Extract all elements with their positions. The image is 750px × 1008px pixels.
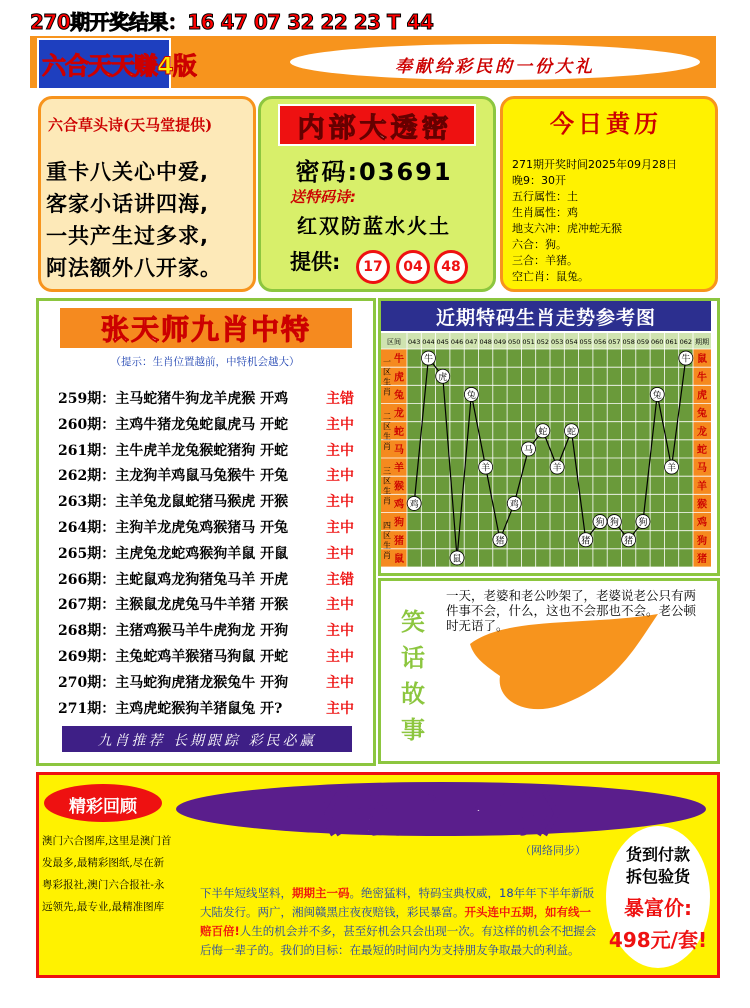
zone-label-char: 四	[383, 520, 391, 530]
draw-result-text: 270期开奖结果：16 47 07 32 22 23 T 44	[30, 10, 434, 34]
y-tick-label: 牛	[394, 354, 404, 366]
zodiac-row-text: 259期：主马蛇猪牛狗龙羊虎猴 开鸡	[58, 391, 289, 407]
almanac-line: 空亡肖：鼠兔。	[512, 270, 589, 283]
price-label: 暴富价:	[624, 896, 692, 920]
slogan-text: 奉献给彩民的一份大礼	[395, 57, 595, 77]
trend-title: 近期特码生肖走势参考图	[435, 307, 656, 329]
almanac-line: 生肖属性：鸡	[512, 206, 578, 219]
trend-right-header: 期期	[695, 338, 709, 346]
zodiac-row-result: 主中	[326, 597, 354, 614]
poem-line: 阿法额外八开家。	[46, 256, 222, 280]
price-value: 498元/套!	[608, 928, 708, 952]
x-tick-label: 049	[493, 338, 507, 346]
x-tick-label: 056	[593, 338, 607, 346]
trend-point-label: 牛	[681, 354, 691, 365]
zodiac-row-result: 主中	[326, 416, 354, 433]
zodiac-row-result: 主错	[326, 571, 354, 588]
almanac-line: 三合：羊猪。	[512, 254, 578, 267]
x-tick-label: 045	[436, 338, 449, 346]
right-tick-label: 马	[697, 463, 707, 475]
zodiac-row-result: 主中	[326, 545, 354, 562]
zodiac-row-result: 主中	[326, 468, 354, 485]
y-tick-label: 猴	[394, 481, 404, 493]
poem-line: 重卡八关心中爱,	[46, 160, 209, 184]
y-tick-label: 兔	[394, 390, 404, 402]
right-tick-label: 猪	[697, 553, 707, 565]
secret-words: 红双防蓝水火土	[297, 214, 451, 238]
x-tick-label: 047	[465, 338, 478, 346]
right-tick-label: 鼠	[697, 354, 707, 366]
zodiac-row-result: 主中	[326, 520, 354, 536]
trend-chart	[381, 333, 711, 567]
joke-side-title: 笑话故事	[401, 607, 425, 744]
zone-label-char: 肖	[383, 441, 391, 451]
trend-point-label: 狗	[609, 518, 619, 529]
qimen-body-part: 开头连中五期，如有线一赔百倍!	[200, 905, 591, 938]
joke-text: 一天，老婆和老公吵架了，老婆说老公只有两件事不会，什么，这也不会那也不会。老公顿时无语了。	[446, 588, 697, 633]
qimen-subtitle: （网络同步）	[520, 844, 586, 857]
poem-line: 一共产生过多求,	[46, 224, 209, 248]
x-tick-label: 054	[565, 338, 578, 346]
trend-corner-label: 区间	[387, 338, 401, 346]
number-ball: 17	[356, 250, 390, 284]
trend-point-label: 猪	[581, 536, 591, 547]
trend-point-label: 鼠	[452, 554, 462, 565]
almanac-title: 今日黄历	[550, 109, 662, 138]
zone-label-char: 区	[383, 476, 391, 486]
right-tick-label: 蛇	[697, 444, 707, 456]
qimen-body-part: 下半年短线坚料，	[200, 886, 292, 900]
number-ball: 04	[396, 250, 430, 284]
zodiac-row-result: 主中	[326, 674, 354, 691]
trend-point-label: 马	[524, 445, 534, 456]
zodiac-row-result: 主中	[326, 442, 354, 459]
secret-subtitle: 送特码诗:	[290, 188, 356, 206]
zone-label-char: 生	[383, 377, 391, 387]
qimen-body-part: 人生的机会并不多，甚至好机会只会出现一次。有这样的机会不把握会后悔一辈子的。我们的目标：在最短的时间内为支持朋友争取最大的利益。	[200, 924, 597, 957]
x-tick-label: 050	[508, 338, 521, 346]
y-tick-label: 蛇	[394, 426, 404, 438]
poem-title: 六合草头诗(天马堂提供)	[48, 116, 213, 134]
zodiac-row-text: 265期：主虎兔龙蛇鸡猴狗羊鼠 开鼠	[58, 545, 289, 562]
version-title: 六合天天赚4版	[42, 52, 196, 80]
provide-label: 提供:	[290, 250, 341, 274]
y-tick-label: 猪	[394, 535, 404, 547]
review-title: 精彩回顾	[69, 797, 137, 817]
zodiac-row-result: 主中	[326, 700, 354, 717]
x-tick-label: 051	[522, 338, 535, 346]
zone-label-char: 三	[383, 466, 391, 476]
zodiac-title: 张天师九肖中特	[100, 313, 311, 346]
x-tick-label: 053	[550, 338, 564, 346]
trend-point-label: 兔	[652, 390, 662, 401]
qimen-title: 《奇门一码》	[297, 790, 585, 841]
zodiac-row-result: 主中	[326, 623, 354, 640]
right-tick-label: 虎	[697, 390, 707, 402]
y-tick-label: 羊	[394, 463, 404, 475]
poem-line: 客家小话讲四海,	[46, 192, 209, 216]
trend-point-label: 猪	[495, 536, 505, 547]
zone-label-char: 一	[383, 357, 391, 367]
zodiac-row-text: 268期：主猪鸡猴马羊牛虎狗龙 开狗	[58, 623, 289, 640]
zodiac-row-text: 264期：主狗羊龙虎兔鸡猴猪马 开兔	[58, 520, 289, 536]
zodiac-row-text: 270期：主马蛇狗虎猪龙猴兔牛 开狗	[58, 674, 289, 691]
x-tick-label: 043	[407, 338, 421, 346]
zodiac-footer: 九肖推荐 长期跟踪 彩民必赢	[97, 733, 317, 749]
y-tick-label: 马	[394, 444, 404, 456]
zodiac-row-text: 267期：主猴鼠龙虎兔马牛羊猪 开猴	[58, 597, 289, 614]
trend-point-label: 蛇	[566, 427, 576, 438]
right-tick-label: 羊	[697, 481, 707, 493]
zone-label-char: 肖	[383, 496, 391, 506]
y-tick-label: 鼠	[394, 553, 404, 565]
zone-label-char: 肖	[383, 387, 391, 397]
zodiac-row-result: 主中	[326, 494, 354, 511]
zodiac-row-result: 主错	[326, 391, 354, 407]
trend-point-label: 羊	[667, 463, 677, 474]
price-line-inspect: 拆包验货	[625, 867, 690, 886]
x-tick-label: 060	[651, 338, 664, 346]
right-tick-label: 兔	[697, 408, 707, 420]
trend-point-label: 蛇	[538, 427, 548, 438]
trend-point-label: 羊	[481, 463, 491, 474]
y-tick-label: 狗	[394, 517, 404, 529]
y-tick-label: 鸡	[394, 499, 404, 511]
zone-label-char: 生	[383, 486, 391, 496]
qimen-body	[200, 884, 598, 960]
zodiac-tip: （提示：生肖位置越前，中特机会越大）	[110, 356, 300, 368]
qimen-body-part: 期期主一码	[292, 886, 350, 900]
almanac-line: 271期开奖时间2025年09月28日	[512, 158, 677, 171]
almanac-line: 五行属性：土	[512, 190, 578, 203]
qimen-body-part: 。绝密猛料，特码宝典权威，18年年下半年新版大陆发行。两广，湘闽赣黑庄夜夜赔钱，彩民暴富。	[200, 886, 595, 919]
trend-point-label: 羊	[552, 463, 562, 474]
almanac-line: 晚9：30开	[512, 174, 566, 187]
x-tick-label: 057	[608, 338, 621, 346]
right-tick-label: 狗	[697, 535, 707, 547]
x-tick-label: 044	[422, 338, 435, 346]
zodiac-row-text: 261期：主牛虎羊龙兔猴蛇猪狗 开蛇	[58, 442, 289, 459]
y-tick-label: 龙	[394, 408, 404, 420]
trend-point-label: 猪	[624, 536, 634, 547]
trend-point-label: 虎	[438, 372, 448, 383]
secret-code: 密码:03691	[295, 158, 453, 186]
almanac-line: 六合：狗。	[512, 238, 567, 251]
secret-title: 内部大透密	[297, 113, 453, 144]
trend-point-label: 牛	[423, 354, 433, 365]
trend-point-label: 狗	[638, 518, 648, 529]
price-line-cod: 货到付款	[625, 845, 690, 864]
right-tick-label: 猴	[697, 499, 707, 511]
zodiac-row-text: 263期：主羊兔龙鼠蛇猪马猴虎 开猴	[58, 494, 289, 511]
x-tick-label: 048	[479, 338, 492, 346]
right-tick-label: 牛	[697, 372, 707, 384]
x-tick-label: 055	[579, 338, 592, 346]
zodiac-row-text: 266期：主蛇鼠鸡龙狗猪兔马羊 开虎	[58, 571, 289, 588]
trend-point-label: 鸡	[509, 499, 519, 510]
right-tick-label: 鸡	[697, 517, 707, 529]
x-tick-label: 058	[622, 338, 635, 346]
zodiac-row-text: 260期：主鸡牛猪龙兔蛇鼠虎马 开蛇	[58, 416, 289, 433]
zone-label-char: 区	[383, 367, 391, 377]
zodiac-row-result: 主中	[326, 649, 354, 665]
zodiac-row-text: 262期：主龙狗羊鸡鼠马兔猴牛 开兔	[58, 468, 289, 485]
almanac-line: 地支六冲：虎冲蛇无猴	[512, 222, 622, 235]
zodiac-row-text: 269期：主兔蛇鸡羊猴猪马狗鼠 开蛇	[58, 649, 289, 665]
review-text: 澳门六合图库,这里是澳门首发最多,最精彩图纸,尽在新粤彩报社,澳门六合报社-永远领先,最专业,最精准图库	[42, 835, 172, 913]
zone-label-char: 肖	[383, 550, 391, 560]
zone-label-char: 生	[383, 540, 391, 550]
zone-label-char: 生	[383, 431, 391, 441]
number-ball: 48	[434, 250, 468, 284]
zone-label-char: 区	[383, 530, 391, 540]
y-tick-label: 虎	[394, 372, 404, 384]
zodiac-row-text: 271期：主鸡虎蛇猴狗羊猪鼠兔 开?	[58, 700, 283, 717]
zone-label-char: 二	[383, 411, 391, 421]
trend-point-label: 鸡	[409, 499, 419, 510]
trend-point-label: 兔	[466, 390, 476, 401]
trend-point-label: 狗	[595, 518, 605, 529]
x-tick-label: 046	[450, 338, 464, 346]
x-tick-label: 061	[665, 338, 678, 346]
x-tick-label: 052	[536, 338, 550, 346]
x-tick-label: 059	[636, 338, 650, 346]
right-tick-label: 龙	[697, 426, 707, 438]
zone-label-char: 区	[383, 421, 391, 431]
x-tick-label: 062	[679, 338, 693, 346]
